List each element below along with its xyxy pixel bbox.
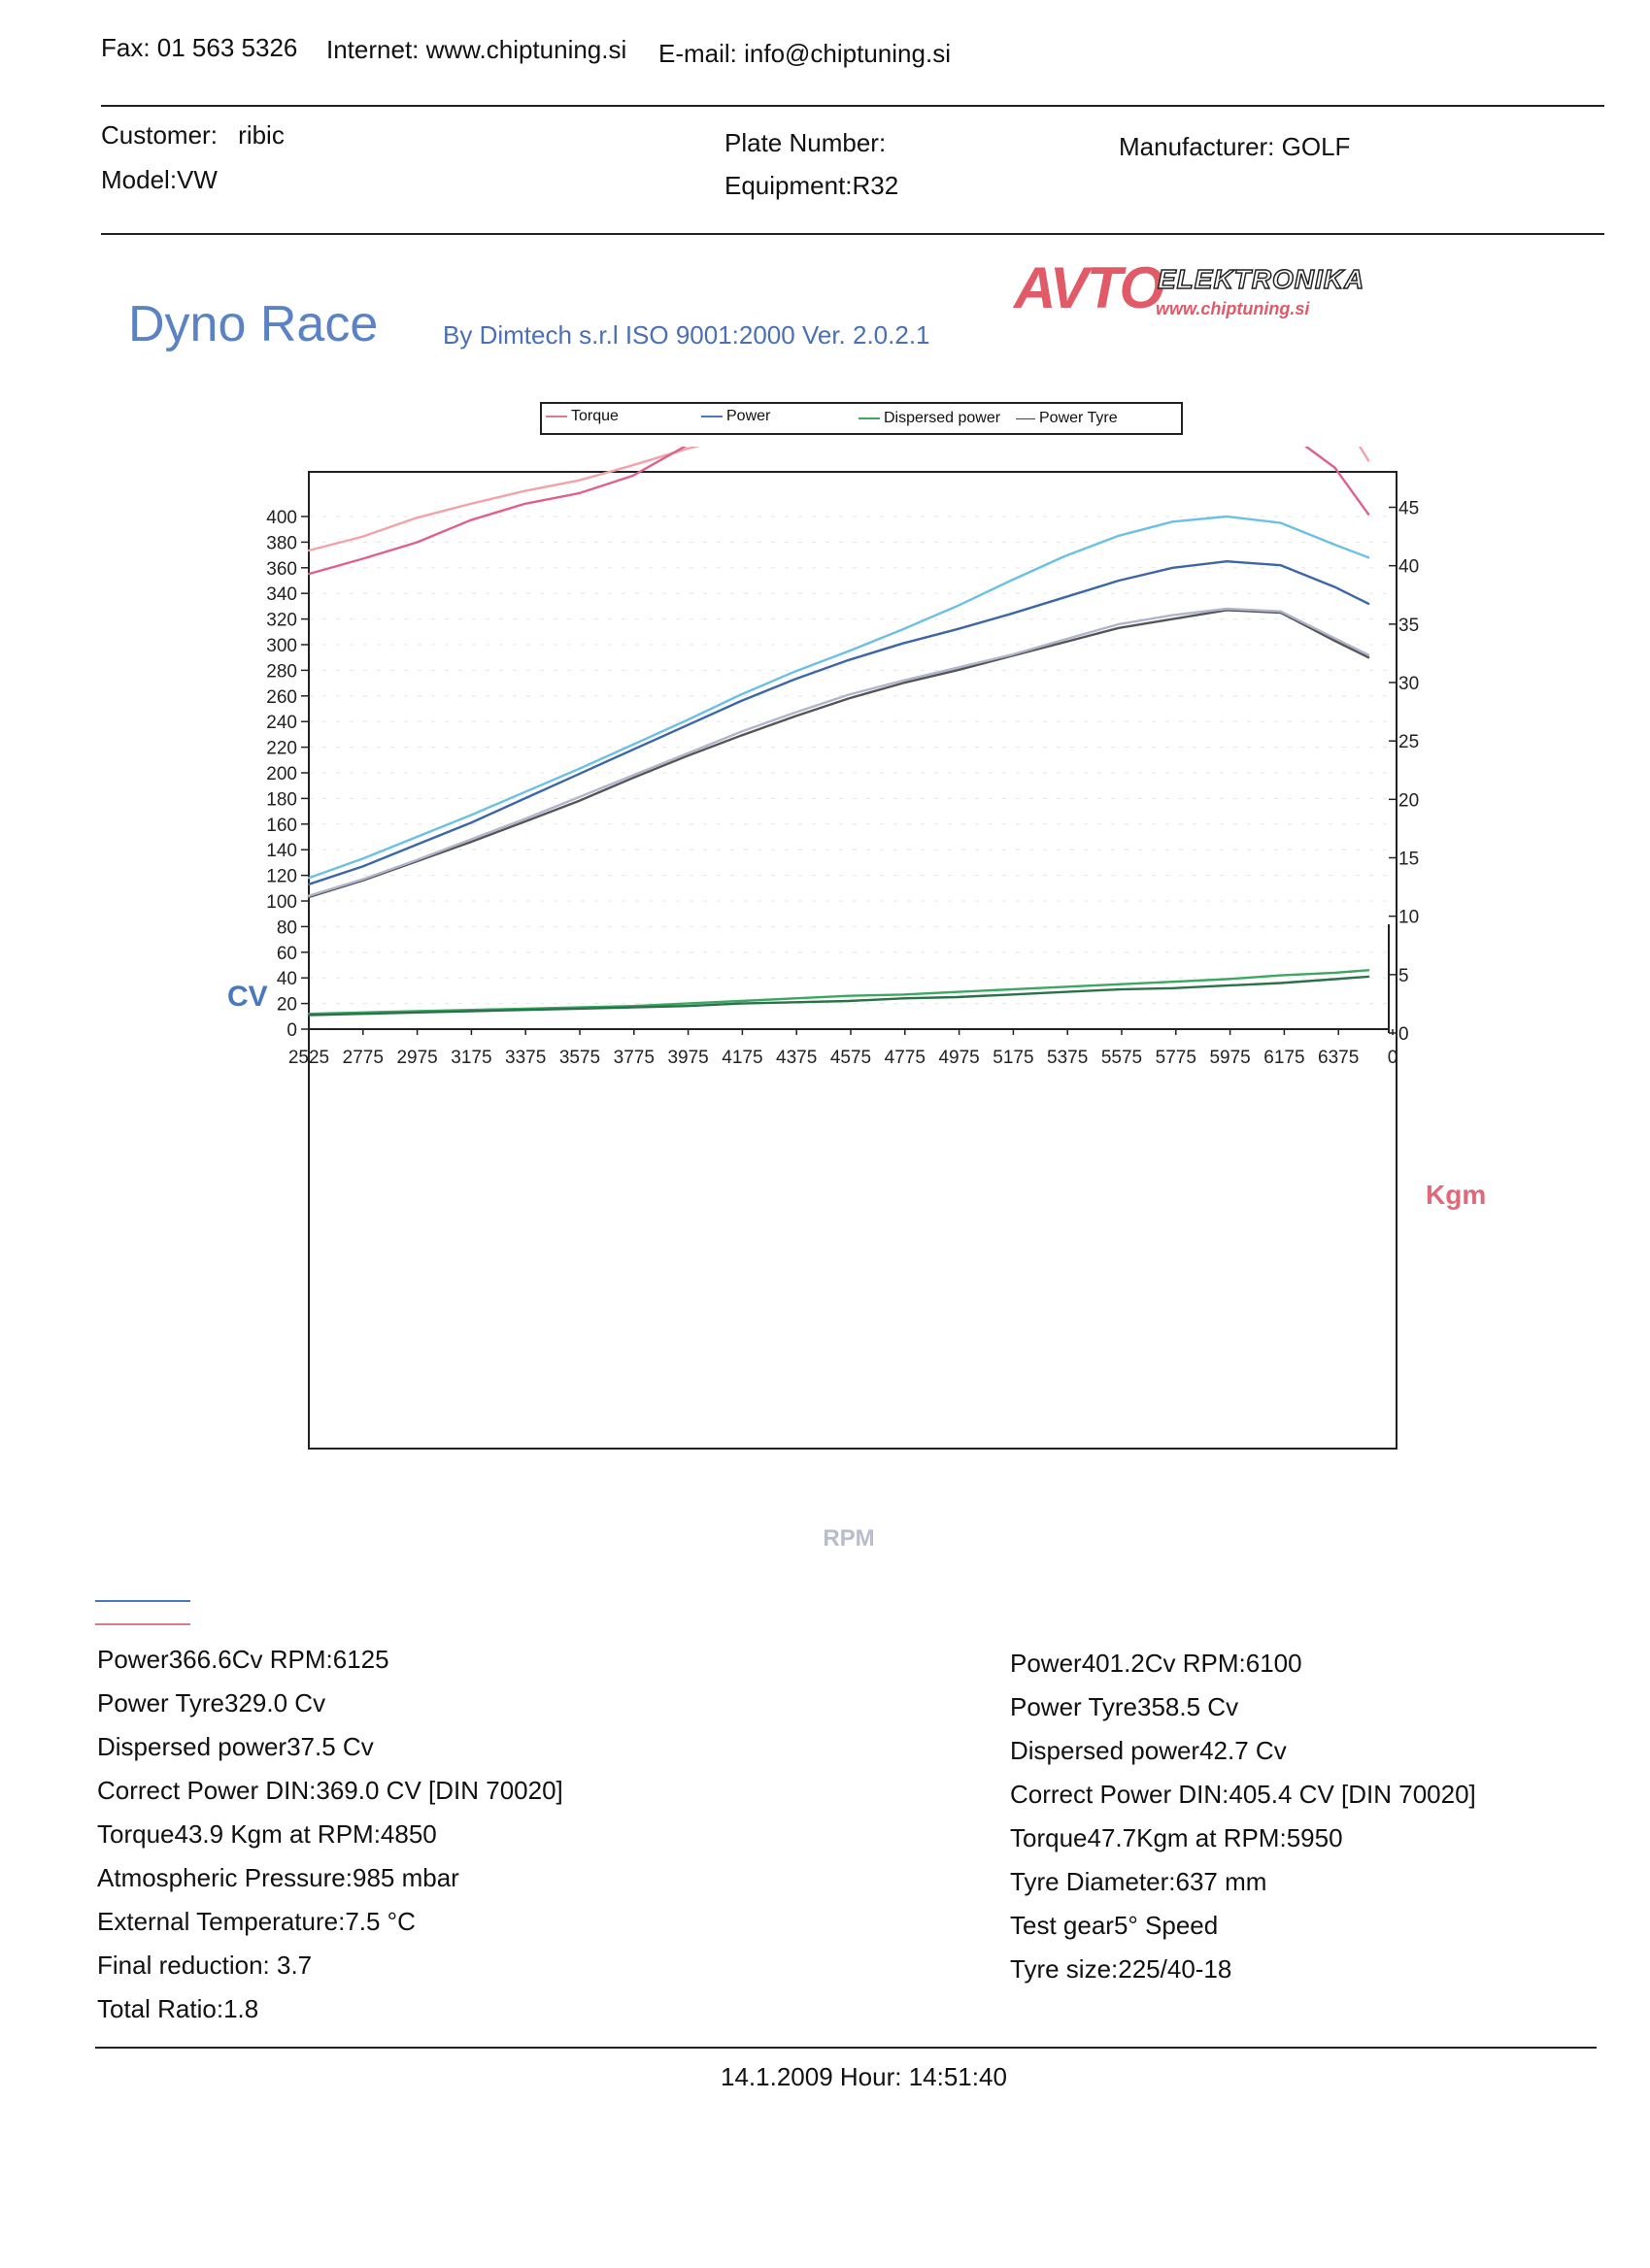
left-axis: [266, 508, 309, 1041]
stock-run-marker: [95, 1623, 190, 1625]
email-address: E-mail: info@chiptuning.si: [658, 39, 951, 68]
logo-avto-text: AVTO: [1014, 255, 1163, 320]
header-divider-bottom: [101, 233, 1604, 235]
left-tick-label: 0: [286, 1020, 297, 1041]
header-divider-top: [101, 105, 1604, 107]
result-right-dispersed: Dispersed power42.7 Cv: [1010, 1736, 1287, 1765]
left-tick-label: 140: [266, 841, 297, 862]
x-tick-label: 4975: [938, 1048, 980, 1068]
right-tick-label: 5: [1398, 965, 1409, 986]
result-left-dispersed: Dispersed power37.5 Cv: [97, 1732, 374, 1761]
right-tick-label: 35: [1398, 615, 1420, 636]
right-tick-label: 40: [1398, 556, 1420, 578]
logo-url-text: www.chiptuning.si: [1156, 299, 1310, 318]
left-tick-label: 260: [266, 686, 297, 708]
legend-tyre-swatch: [1016, 418, 1035, 419]
left-tick-label: 100: [266, 892, 297, 913]
chart-series: [309, 447, 1368, 1016]
x-axis: [288, 1029, 1397, 1068]
results-right: [1010, 1649, 1476, 1998]
left-tick-label: 160: [266, 815, 297, 836]
left-tick-label: 300: [266, 636, 297, 656]
result-left-torque: Torque43.9 Kgm at RPM:4850: [97, 1819, 437, 1849]
right-tick-label: 20: [1398, 790, 1420, 812]
result-left-power: Power366.6Cv RPM:6125: [97, 1645, 389, 1674]
left-tick-label: 360: [266, 558, 297, 580]
app-subtitle: By Dimtech s.r.l ISO 9001:2000 Ver. 2.0.2.1: [443, 320, 930, 350]
chart-legend: [540, 402, 1183, 435]
right-tick-label: 0: [1398, 1024, 1409, 1045]
left-tick-label: 40: [276, 969, 297, 990]
tuned-run-marker: [95, 1600, 190, 1602]
legend-dispersed-swatch: [859, 417, 880, 419]
left-tick-label: 320: [266, 610, 297, 631]
left-tick-label: 240: [266, 713, 297, 734]
manufacturer-value: GOLF: [1281, 132, 1351, 161]
manufacturer-field: [1119, 132, 1350, 162]
result-right-din: Correct Power DIN:405.4 CV [DIN 70020]: [1010, 1780, 1476, 1809]
x-tick-label: 2975: [396, 1048, 438, 1068]
x-tick-label: 3375: [505, 1048, 547, 1068]
result-left-din: Correct Power DIN:369.0 CV [DIN 70020]: [97, 1776, 563, 1805]
x-axis-label: RPM: [823, 1525, 875, 1551]
left-tick-label: 60: [276, 943, 297, 964]
legend-power-tyre: [1016, 410, 1118, 427]
right-tick-label: 45: [1398, 498, 1420, 519]
legend-tyre-label: Power Tyre: [1039, 410, 1118, 426]
legend-power-swatch: [701, 416, 723, 417]
right-tick-label: 15: [1398, 849, 1420, 870]
left-tick-label: 80: [276, 917, 297, 939]
x-tick-label: 0: [1387, 1048, 1398, 1068]
result-right-power: Power401.2Cv RPM:6100: [1010, 1649, 1302, 1678]
x-tick-label: 5575: [1100, 1048, 1143, 1068]
model-label: Model:: [101, 165, 178, 194]
x-tick-label: 3975: [667, 1048, 709, 1068]
customer-label: Customer:: [101, 120, 218, 150]
x-tick-label: 2525: [287, 1048, 330, 1068]
left-tick-label: 120: [266, 866, 297, 887]
equipment-label: Equipment:: [724, 171, 853, 200]
customer-field: [101, 120, 285, 150]
x-tick-label: 6375: [1318, 1048, 1360, 1068]
x-tick-label: 5775: [1155, 1048, 1196, 1068]
model-field: [101, 165, 218, 195]
dyno-chart: [0, 447, 1650, 1553]
left-tick-label: 340: [266, 584, 297, 606]
plate-label: Plate Number:: [724, 128, 887, 157]
internet-address: Internet: www.chiptuning.si: [326, 35, 627, 64]
result-right-tyre-size: Tyre size:225/40-18: [1010, 1954, 1232, 1984]
legend-torque: [546, 408, 619, 425]
legend-dispersed-label: Dispersed power: [884, 410, 1001, 426]
result-right-tyre-diameter: Tyre Diameter:637 mm: [1010, 1867, 1267, 1896]
x-tick-label: 5975: [1209, 1048, 1251, 1068]
fax-number: Fax: 01 563 5326: [101, 33, 298, 62]
result-right-power-tyre: Power Tyre358.5 Cv: [1010, 1692, 1239, 1721]
model-value: VW: [177, 165, 218, 194]
x-tick-label: 5375: [1047, 1048, 1089, 1068]
y-axis-label-left: CV: [227, 981, 268, 1013]
logo-elektronika-text: ELEKTRONIKA: [1158, 264, 1365, 294]
legend-torque-label: Torque: [571, 408, 619, 424]
x-tick-label: 3175: [451, 1048, 492, 1068]
app-title: Dyno Race: [128, 296, 379, 352]
legend-torque-swatch: [546, 416, 567, 417]
right-tick-label: 10: [1398, 907, 1420, 928]
x-tick-label: 3775: [613, 1048, 655, 1068]
customer-value: ribic: [238, 120, 285, 150]
x-tick-label: 4575: [829, 1048, 872, 1068]
right-tick-label: 25: [1398, 732, 1420, 753]
x-tick-label: 4375: [776, 1048, 818, 1068]
report-datetime: 14.1.2009 Hour: 14:51:40: [721, 2062, 1007, 2091]
x-tick-label: 2775: [342, 1048, 384, 1068]
result-right-test-gear: Test gear5° Speed: [1010, 1911, 1219, 1940]
manufacturer-label: Manufacturer:: [1119, 132, 1275, 161]
left-tick-label: 20: [276, 994, 297, 1016]
result-left-pressure: Atmospheric Pressure:985 mbar: [97, 1863, 459, 1892]
result-right-torque: Torque47.7Kgm at RPM:5950: [1010, 1823, 1343, 1852]
right-axis: [1389, 499, 1419, 1045]
x-tick-label: 5175: [993, 1048, 1034, 1068]
avto-elektronika-logo: [1014, 254, 1365, 332]
result-left-final-reduction: Final reduction: 3.7: [97, 1951, 313, 1980]
x-tick-label: 6175: [1263, 1048, 1305, 1068]
legend-power: [701, 408, 770, 425]
series-line-4: [309, 447, 1368, 550]
chart-frame: [309, 472, 1397, 1449]
left-tick-label: 220: [266, 738, 297, 759]
left-tick-label: 200: [266, 764, 297, 784]
series-line-6: [309, 970, 1368, 1014]
left-tick-label: 180: [266, 789, 297, 811]
results-left: [97, 1645, 563, 2038]
series-line-3: [309, 609, 1368, 896]
result-left-total-ratio: Total Ratio:1.8: [97, 1994, 259, 2023]
y-axis-label-right: Kgm: [1426, 1180, 1487, 1210]
left-tick-label: 280: [266, 661, 297, 683]
series-line-2: [309, 610, 1368, 897]
right-tick-label: 30: [1398, 674, 1420, 695]
x-tick-label: 4175: [722, 1048, 763, 1068]
equipment-value: R32: [852, 171, 899, 200]
left-tick-label: 400: [266, 508, 297, 528]
result-left-power-tyre: Power Tyre329.0 Cv: [97, 1688, 326, 1718]
legend-dispersed-power: [859, 410, 1000, 427]
footer-divider: [95, 2047, 1597, 2049]
chart-grid: [309, 517, 1389, 1004]
plate-field: [724, 128, 886, 158]
series-line-5: [309, 447, 1368, 574]
legend-power-label: Power: [726, 408, 771, 424]
x-tick-label: 3575: [558, 1048, 601, 1068]
x-tick-label: 4775: [884, 1048, 926, 1068]
left-tick-label: 380: [266, 533, 297, 554]
equipment-field: [724, 171, 898, 201]
result-left-temperature: External Temperature:7.5 °C: [97, 1907, 416, 1936]
